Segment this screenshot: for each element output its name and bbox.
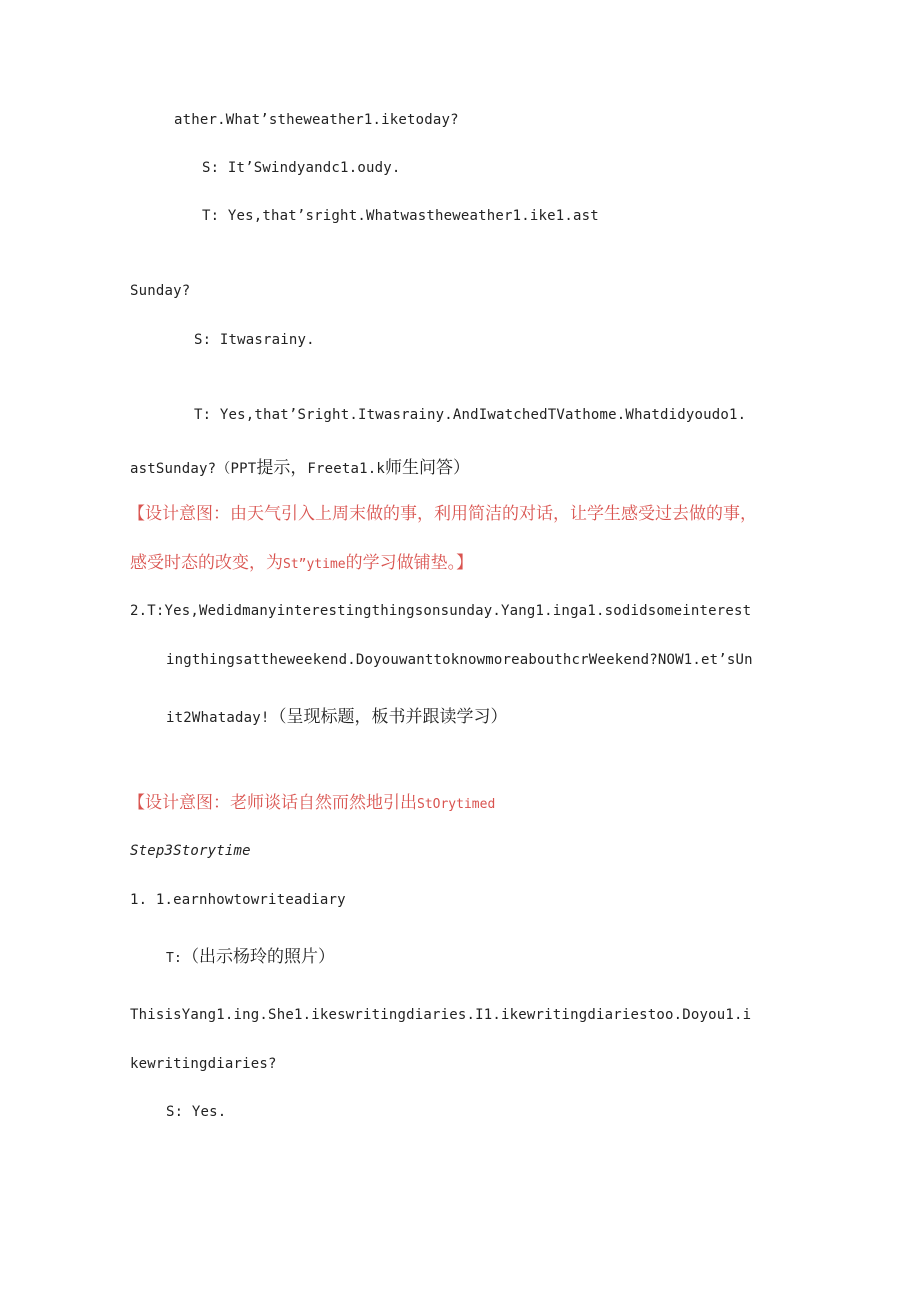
dialogue-line: S: It’Swindyandc1.oudy.: [202, 160, 401, 176]
text-segment: St”ytime: [283, 557, 346, 572]
dialogue-line: ingthingsattheweekend.DoyouwanttoknowmoreabouthcrWeekend?NOW1.et’sUn: [166, 652, 753, 668]
text-segment: 师生问答）: [385, 458, 471, 478]
dialogue-line-mixed: [166, 942, 335, 967]
text-segment: it2Whataday!: [166, 710, 270, 726]
text-segment: 感受时态的改变，为: [130, 553, 283, 573]
dialogue-line: S: Itwasrainy.: [194, 332, 315, 348]
text-segment: 【设计意图：老师谈话自然而然地引出: [128, 793, 417, 813]
dialogue-line: T: Yes,that’Sright.Itwasrainy.AndIwatchedTVathome.Whatdidyoudo1.: [194, 407, 747, 423]
dialogue-line: ather.What’stheweather1.iketoday?: [174, 112, 459, 128]
step-heading: Step3Storytime: [130, 843, 251, 859]
text-segment: 提示，: [256, 458, 308, 478]
text-segment: （呈现标题，板书并跟读学习）: [269, 707, 508, 727]
dialogue-line: 2.T:Yes,Wedidmanyinterestingthingsonsunday.Yang1.inga1.sodidsomeinterest: [130, 603, 752, 619]
text-segment: T:: [166, 951, 183, 966]
text-segment: 的学习做铺垫。】: [345, 553, 474, 573]
design-intent-note: [128, 788, 495, 813]
dialogue-line: Sunday?: [130, 283, 191, 299]
dialogue-line: ThisisYang1.ing.She1.ikeswritingdiaries.I1.ikewritingdiariestoo.Doyou1.i: [130, 1007, 752, 1023]
text-segment: Freeta1.k: [307, 461, 386, 477]
text-segment: StOrytimed: [417, 797, 496, 812]
design-intent-note: [130, 548, 473, 573]
design-intent-note: 【设计意图：由天气引入上周末做的事，利用简洁的对话，让学生感受过去做的事，: [128, 504, 757, 524]
dialogue-line-mixed: [166, 702, 508, 727]
list-item: 1. 1.earnhowtowriteadiary: [130, 892, 346, 908]
text-segment: astSunday?（PPT: [130, 461, 257, 477]
text-segment: （出示杨玲的照片）: [182, 947, 336, 967]
dialogue-line: kewritingdiaries?: [130, 1056, 277, 1072]
dialogue-line: T: Yes,that’sright.Whatwastheweather1.ike1.ast: [202, 208, 599, 224]
dialogue-line-mixed: [130, 453, 470, 478]
dialogue-line: S: Yes.: [166, 1104, 227, 1120]
